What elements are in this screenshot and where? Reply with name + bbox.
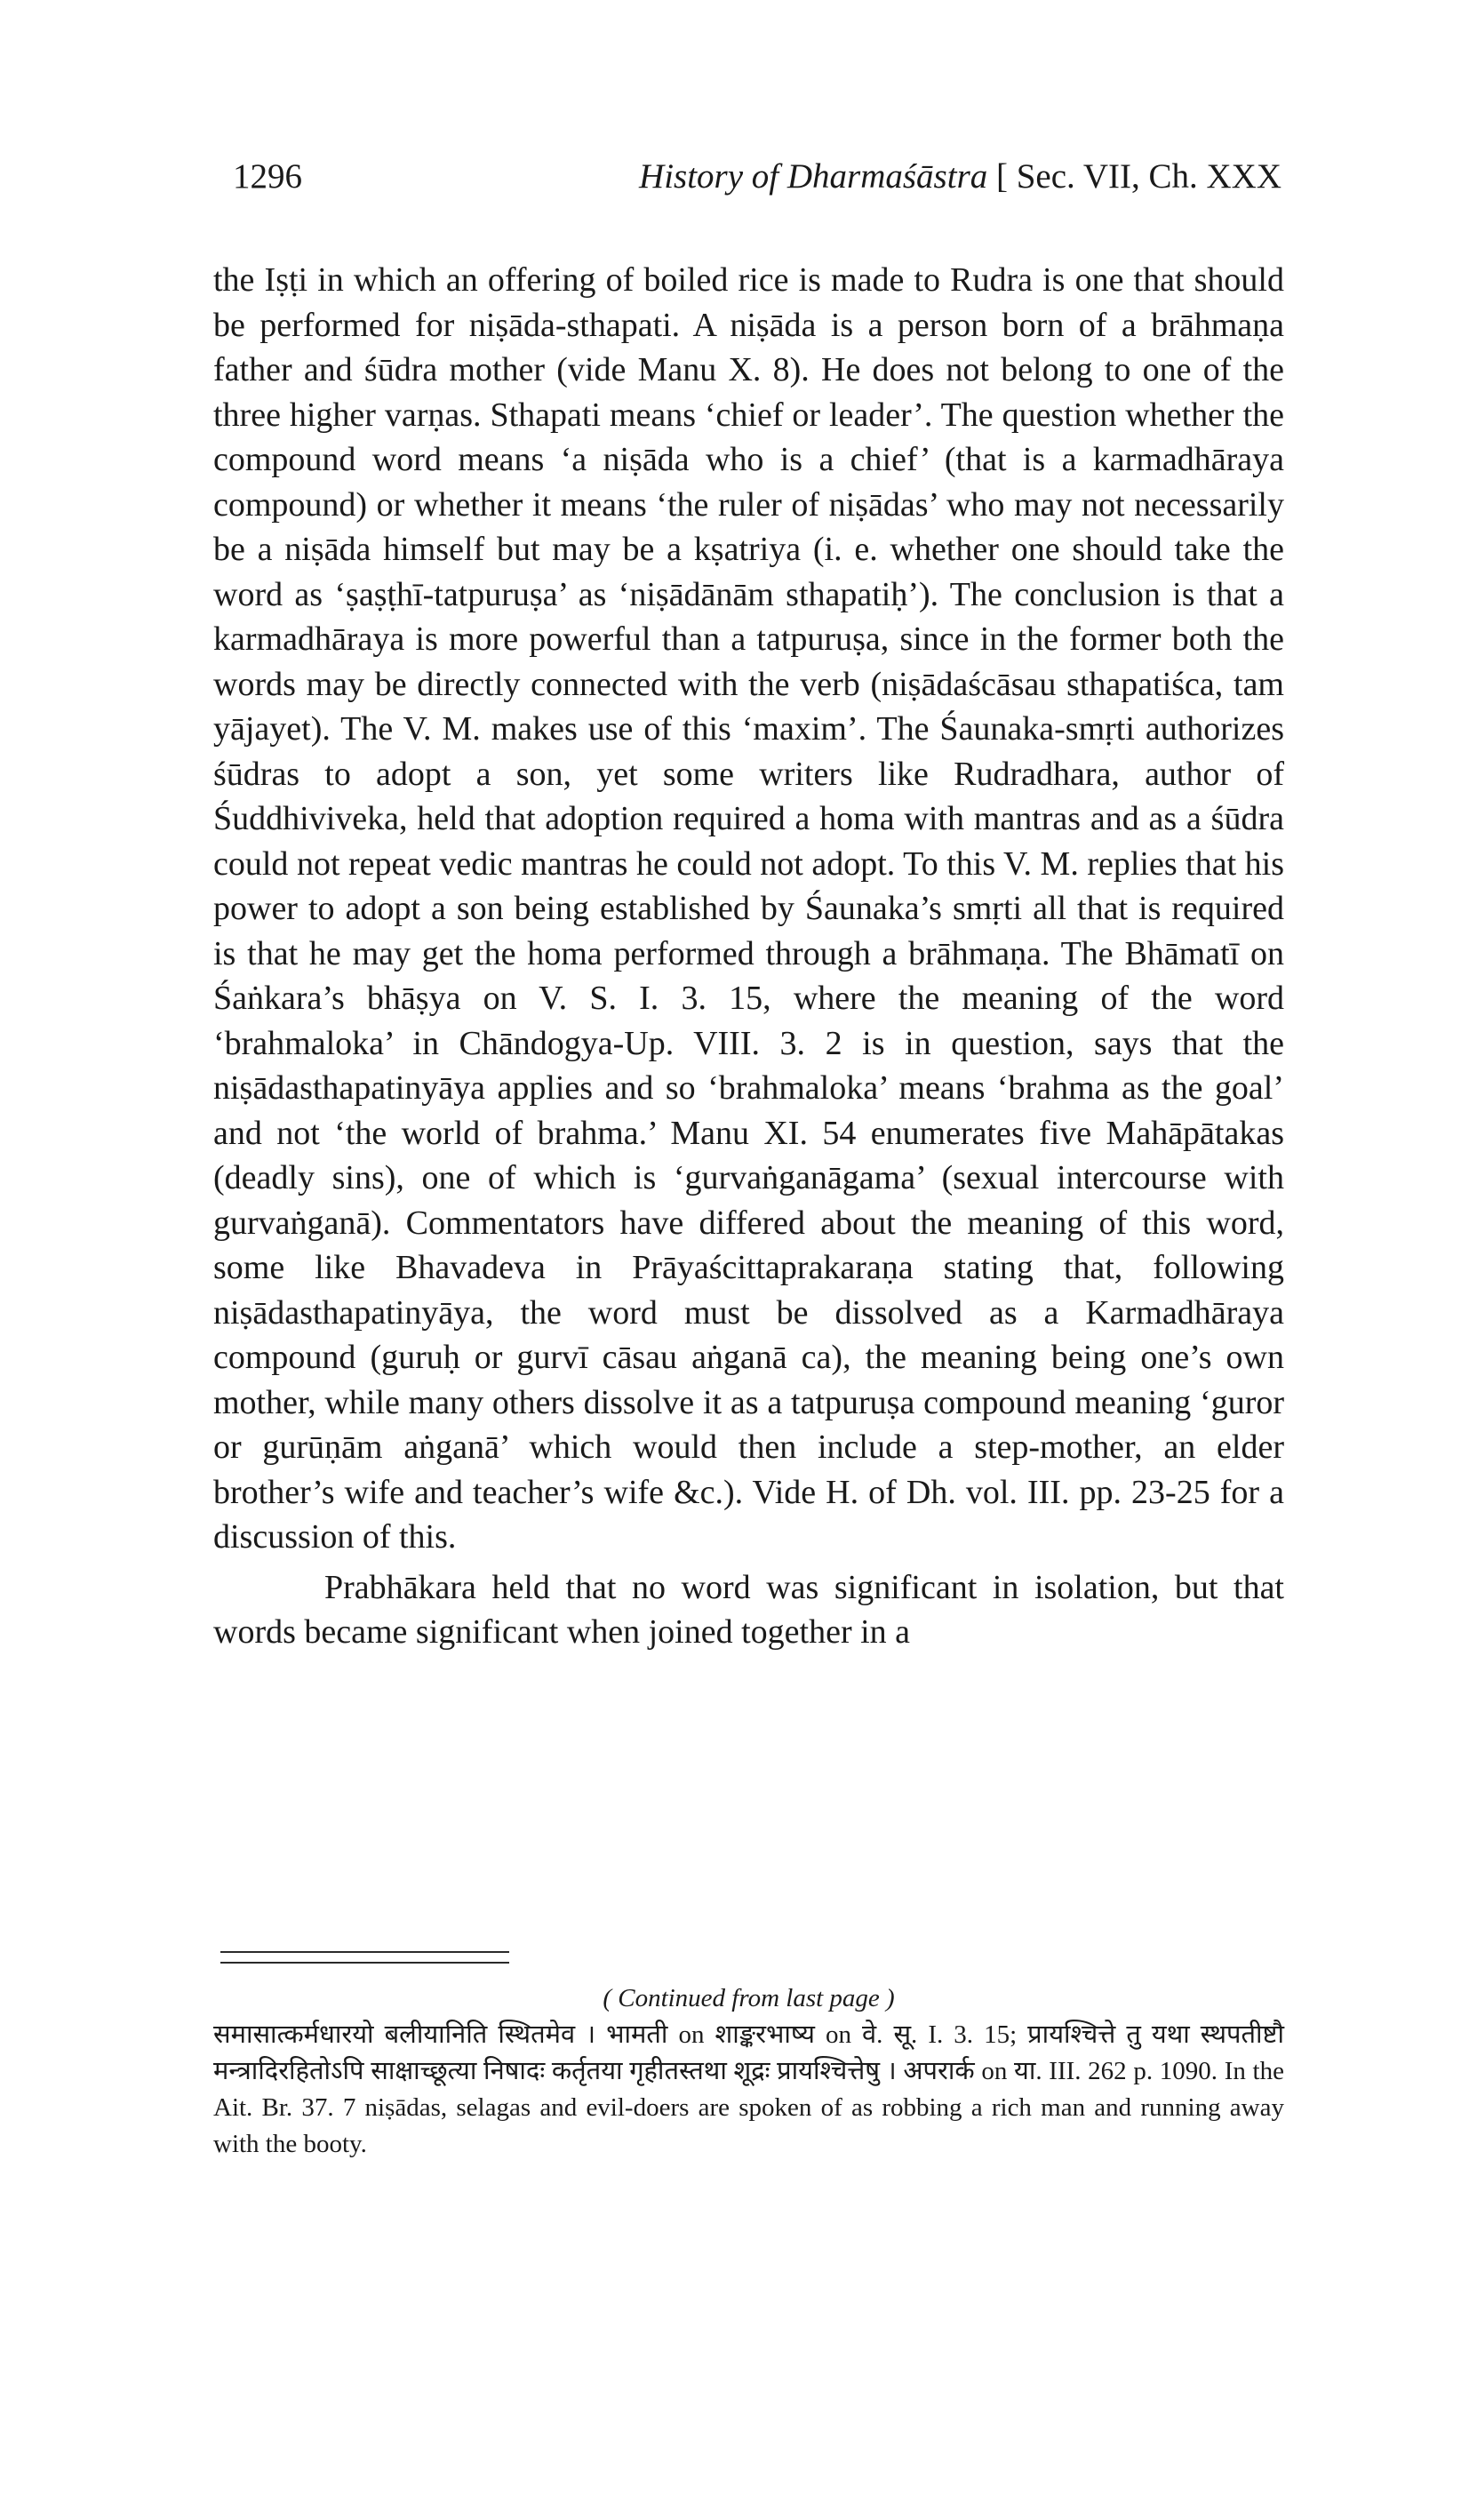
paragraph: the Iṣṭi in which an offering of boiled rice is made to Rudra is one that should be performed for niṣāda-sthapati. A niṣāda is a person born of a brāhmaṇa father and śūdra mother (vide Manu X. 8). He does not belong to one of the three higher varṇas. Sthapati means ‘chief or leader’. The question whether the compound word means ‘a niṣāda who is a chief’ (that is a karmadhāraya compound) or whether it means ‘the ruler of niṣādas’ who may not necessarily be a niṣāda himself but may be a kṣatriya (i. e. whether one should take the word as ‘ṣaṣṭhī-tatpuruṣa’ as ‘niṣādānām sthapatiḥ’). The conclusion is that a karmadhāraya is more powerful than a tatpuruṣa, since in the former both the words may be directly connected with the verb (niṣādaścāsau sthapatiśca, tam yājayet). The V. M. makes use of this ‘maxim’. The Śaunaka-smṛti authorizes śūdras to adopt a son, yet some writers like Rudradhara, author of Śuddhiviveka, held that adoption required a homa with mantras and as a śūdra could not repeat vedic mantras he could not adopt. To this V. M. replies that his power to adopt a son being established by Śaunaka’s smṛti all that is required is that he may get the homa performed through a brāhmaṇa. The Bhāmatī on Śaṅkara’s bhāṣya on V. S. I. 3. 15, where the meaning of the word ‘brahmaloka’ in Chāndogya-Up. VIII. 3. 2 is in question, says that the niṣādasthapatinyāya applies and so ‘brahmaloka’ means ‘brahma as the goal’ and not ‘the world of brahma.’ Manu XI. 54 enumerates five Mahāpātakas (deadly sins), one of which is ‘gurvaṅganāgama’ (sexual intercourse with gurvaṅganā). Commentators have differed about the meaning of this word, some like Bhavadeva in Prāyaścittaprakaraṇa stating that, following niṣādasthapatinyāya, the word must be dissolved as a Karmadhāraya compound (guruḥ or gurvī cāsau aṅganā ca), the meaning being one’s own mother, while many others dissolve it as a tatpuruṣa compound meaning ‘guror or gurūṇām aṅganā’ which would then include a step-mother, an elder brother’s wife and teacher’s wife &c.). Vide H. of Dh. vol. III. pp. 23-25 for a discussion of this. [213,261,1284,1556]
running-head [639,156,1281,196]
section-label: [ Sec. VII, Ch. XXX [996,157,1281,196]
footnote-text: समासात्कर्मधारयो बलीयानिति स्थितमेव । भामती on शाङ्करभाष्य on वे. सू. I. 3. 15; प्रायश्चित्ते तु यथा स्थपतीष्टौ मन्त्रादिरहितोऽपि साक्षाच्छूत्या निषादः कर्तृतया गृहीतस्तथा शूद्रः प्रायश्चित्तेषु । अपरार्क on या. III. 262 p. 1090. In the Ait. Br. 37. 7 niṣādas, selagas and evil-doers are spoken of as robbing a rich man and running away with the booty. [213,2020,1284,2158]
footnote-section [213,1980,1284,2163]
main-text [213,258,1284,1655]
footnote-continued-label: ( Continued from last page ) [603,1984,895,2012]
footnote-divider [220,1962,509,1964]
book-title: History of Dharmaśāstra [639,157,988,196]
paragraph: Prabhākara held that no word was significant in isolation, but that words became significant when joined together in a [213,1568,1284,1651]
footnote-divider [220,1951,509,1953]
page-number: 1296 [233,157,302,196]
page-header [233,156,1281,210]
